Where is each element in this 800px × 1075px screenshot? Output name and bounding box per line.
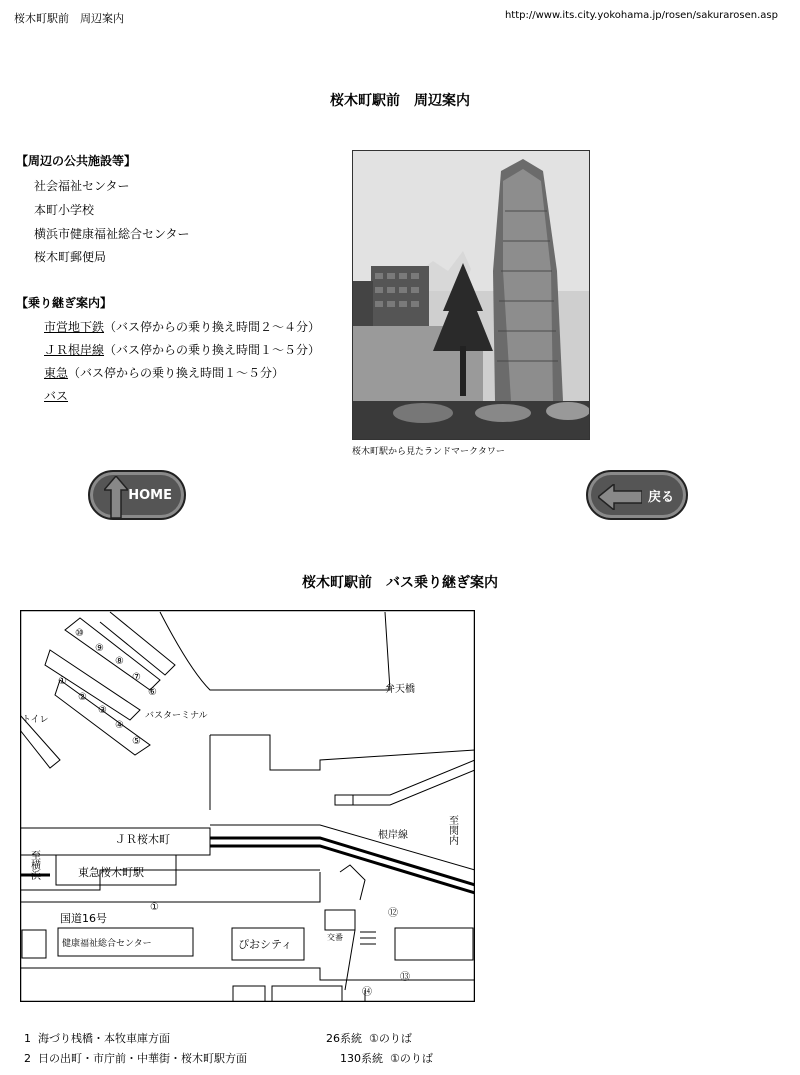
photo-caption: 桜木町駅から見たランドマークタワー [352, 447, 505, 457]
transfer-heading: 【乗り継ぎ案内】 [16, 296, 113, 310]
facility-item: 桜木町郵便局 [34, 250, 107, 264]
bus-terminal-label: バスターミナル [145, 711, 208, 721]
route-line: 26系統 [326, 1032, 362, 1045]
bus-stop-1: ① [58, 676, 67, 687]
bus-stop-8: ⑧ [115, 656, 124, 667]
bus-stop-6: ⑥ [148, 687, 157, 698]
landmark-tower-image [353, 151, 589, 439]
bus-stop-2: ② [78, 692, 87, 703]
bentenbashi-label: 弁天橋 [385, 684, 415, 695]
bus-stop-4: ④ [115, 720, 124, 731]
up-arrow-icon [104, 476, 128, 518]
koban-label: 交番 [327, 933, 343, 942]
jr-station-label: ＪＲ桜木町 [115, 833, 170, 846]
back-button[interactable] [586, 470, 688, 520]
transfer-row [44, 364, 284, 381]
tokyu-station-label: 東急桜木町駅 [78, 866, 144, 879]
landmark-tower-photo [352, 150, 590, 440]
bus-stop-3: ③ [98, 705, 107, 716]
page-title: 桜木町駅前 周辺案内 [330, 93, 470, 109]
route-stop: ①のりば [390, 1052, 433, 1065]
bus-stop-1-ground: ① [150, 902, 159, 913]
back-button-label: 戻る [647, 489, 674, 505]
route-info [340, 1050, 433, 1066]
route-stop: ①のりば [369, 1032, 412, 1045]
route-line: 130系統 [340, 1052, 383, 1065]
route-row [24, 1050, 247, 1066]
bus-stop-9: ⑨ [95, 643, 104, 654]
transfer-row [44, 387, 68, 404]
route-number: 2 [24, 1052, 31, 1065]
bus-transfer-title: 桜木町駅前 バス乗り継ぎ案内 [302, 575, 498, 591]
toilet-label: トイレ [22, 715, 49, 725]
facility-item: 本町小学校 [34, 203, 95, 217]
route16-label: 国道16号 [60, 912, 107, 925]
facilities-heading: 【周辺の公共施設等】 [16, 154, 137, 168]
transfer-note: （バス停からの乗り換え時間１～５分） [68, 366, 285, 380]
transfer-note: （バス停からの乗り換え時間１～５分） [104, 343, 321, 357]
bus-stop-13: ⑬ [400, 972, 410, 983]
bus-stop-5: ⑤ [132, 736, 141, 747]
bus-stop-7: ⑦ [132, 672, 141, 683]
to-yokohama-label: 至横浜 [28, 850, 40, 880]
route-info [326, 1030, 412, 1046]
route-row [24, 1030, 170, 1046]
transfer-link-subway[interactable]: 市営地下鉄 [44, 320, 105, 334]
transfer-note: （バス停からの乗り換え時間２～４分） [104, 320, 321, 334]
header-url: http://www.its.city.yokohama.jp/rosen/sakurarosen.asp [504, 10, 778, 21]
welfare-center-label: 健康福祉総合センター [62, 939, 152, 949]
home-button[interactable] [88, 470, 186, 520]
route-destination: 日の出町・市庁前・中華街・桜木町駅方面 [38, 1052, 247, 1065]
bus-stop-14: ⑭ [362, 987, 372, 998]
transfer-row [44, 341, 320, 358]
negishi-line-label: 根岸線 [378, 830, 408, 841]
transfer-row [44, 318, 320, 335]
facility-item: 横浜市健康福祉総合センター [34, 227, 190, 241]
transfer-link-tokyu[interactable]: 東急 [44, 366, 69, 380]
transfer-link-jr[interactable]: ＪＲ根岸線 [44, 343, 105, 357]
map-drawing [20, 610, 475, 1002]
pio-city-label: ぴおシティ [238, 938, 293, 951]
route-number: 1 [24, 1032, 31, 1045]
facility-item: 社会福祉センター [34, 179, 130, 193]
home-button-label: HOME [128, 487, 172, 503]
bus-stop-10: ⑩ [75, 628, 84, 639]
left-arrow-icon [598, 484, 642, 510]
header-page-label: 桜木町駅前 周辺案内 [14, 12, 124, 25]
bus-stop-12: ⑫ [388, 908, 398, 919]
route-destination: 海づり桟橋・本牧車庫方面 [38, 1032, 170, 1045]
to-kannai-label: 至関内 [446, 815, 458, 845]
bus-stop-map [20, 610, 475, 1002]
transfer-link-bus[interactable]: バス [44, 389, 69, 403]
